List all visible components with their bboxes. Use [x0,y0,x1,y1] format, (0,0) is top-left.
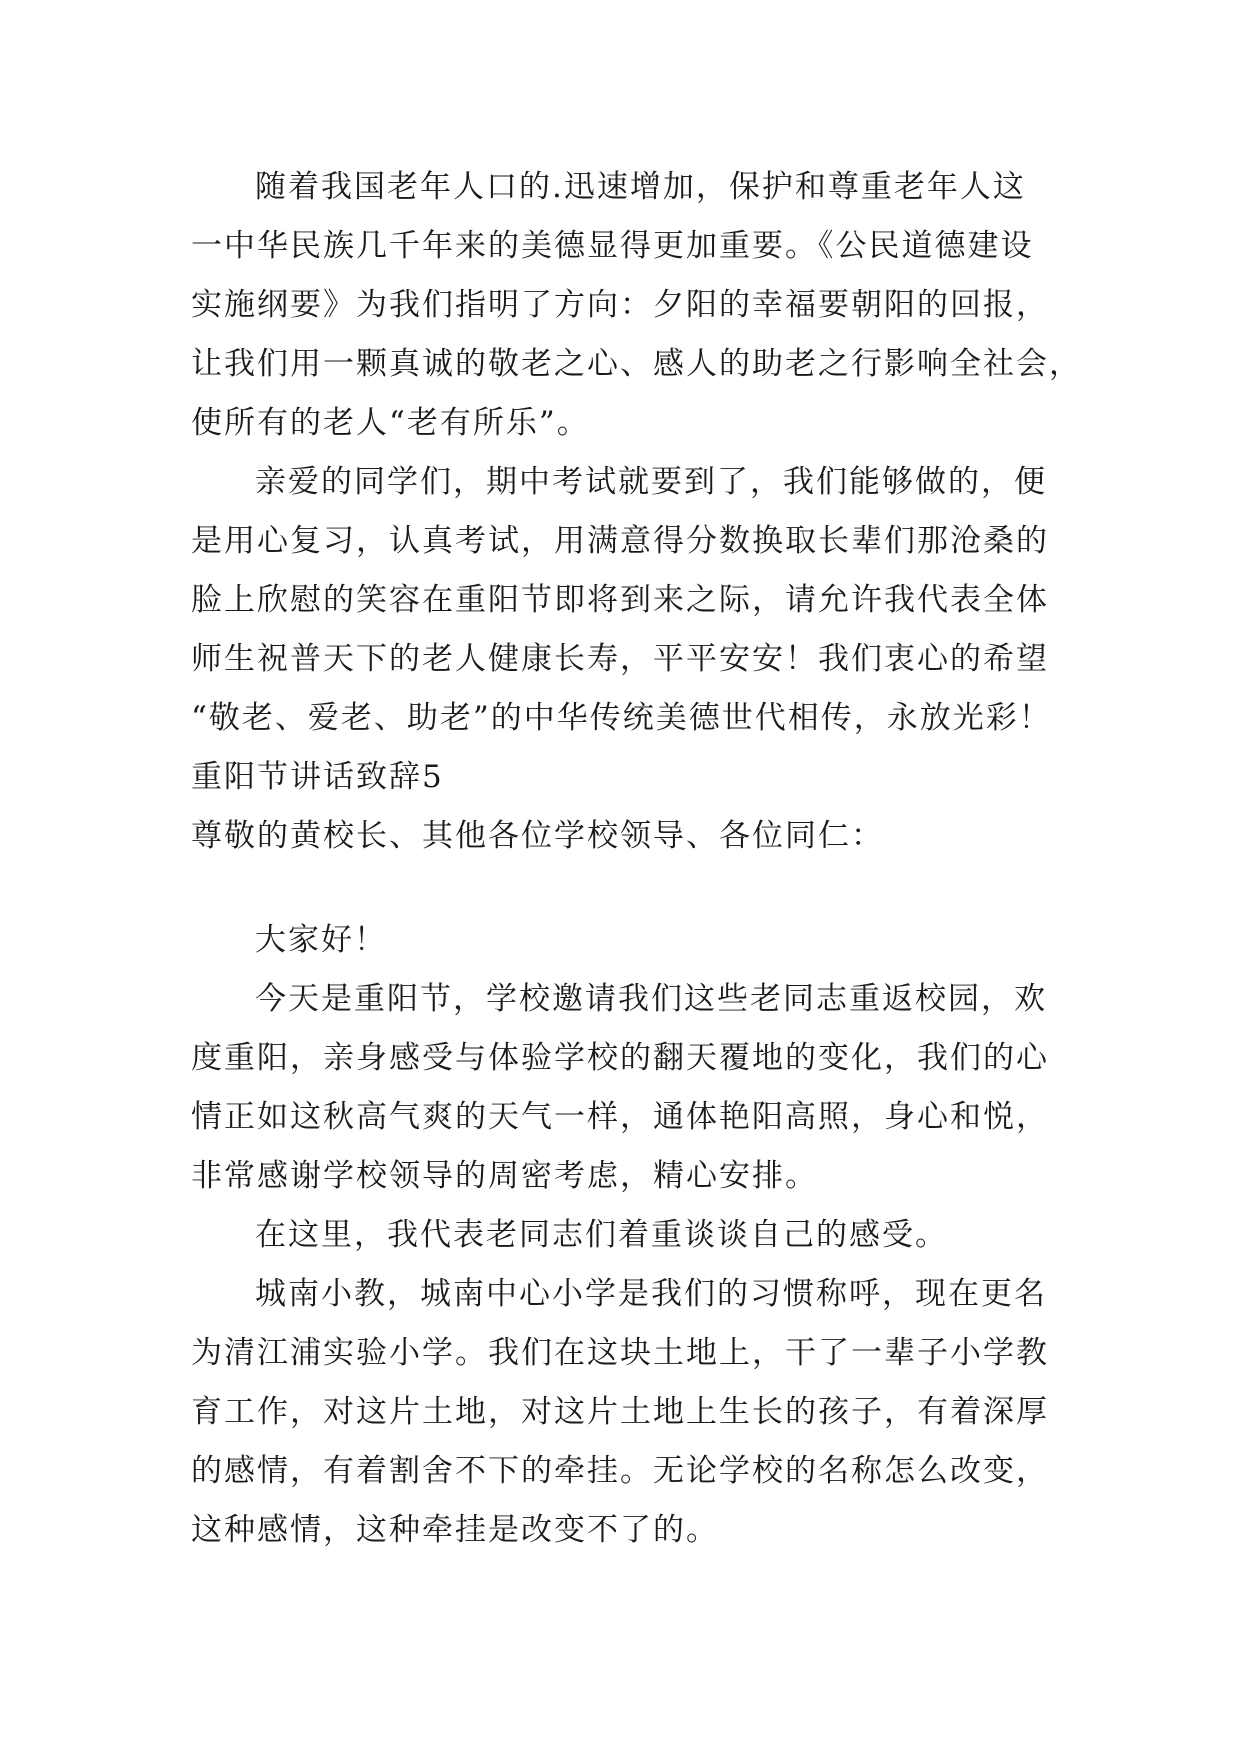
salutation-line: 尊敬的黄校长、其他各位学校领导、各位同仁： [191,818,884,854]
paragraph-line: 在这里，我代表老同志们着重谈谈自己的感受。 [255,1217,948,1253]
paragraph-line: 使所有的老人“老有所乐”。 [191,405,590,441]
paragraph-line: 今天是重阳节，学校邀请我们这些老同志重返校园，欢 [255,981,1047,1017]
paragraph-line: 师生祝普天下的老人健康长寿，平平安安！我们衷心的希望 [191,641,1049,677]
paragraph-line: 情正如这秋高气爽的天气一样，通体艳阳高照，身心和悦， [191,1099,1049,1135]
paragraph-line: 一中华民族几千年来的美德显得更加重要。《公民道德建设 [191,228,1034,264]
paragraph-line: 是用心复习，认真考试，用满意得分数换取长辈们那沧桑的 [191,523,1049,559]
text-section-1 [191,158,1082,866]
paragraph-line: 这种感情，这种牵挂是改变不了的。 [191,1512,719,1548]
paragraph-line: “敬老、爱老、助老”的中华传统美德世代相传，永放光彩！ [191,700,1052,736]
text-section-2 [191,911,1051,1560]
paragraph-line: 为清江浦实验小学。我们在这块土地上，干了一辈子小学教 [191,1335,1049,1371]
paragraph-line: 实施纲要》为我们指明了方向：夕阳的幸福要朝阳的回报， [191,287,1049,323]
paragraph-line: 育工作，对这片土地，对这片土地上生长的孩子，有着深厚 [191,1394,1049,1430]
paragraph-line: 随着我国老年人口的.迅速增加，保护和尊重老年人这 [255,169,1026,205]
paragraph-line: 亲爱的同学们，期中考试就要到了，我们能够做的，便 [255,464,1047,500]
paragraph-line: 非常感谢学校领导的周密考虑，精心安排。 [191,1158,818,1194]
greeting-line: 大家好！ [255,922,387,958]
paragraph-line: 城南小教，城南中心小学是我们的习惯称呼，现在更名 [255,1276,1047,1312]
paragraph-line: 脸上欣慰的笑容在重阳节即将到来之际，请允许我代表全体 [191,582,1049,618]
paragraph-line: 让我们用一颗真诚的敬老之心、感人的助老之行影响全社会， [191,346,1082,382]
paragraph-line: 的感情，有着割舍不下的牵挂。无论学校的名称怎么改变， [191,1453,1049,1489]
paragraph-line: 度重阳，亲身感受与体验学校的翻天覆地的变化，我们的心 [191,1040,1049,1076]
section-heading: 重阳节讲话致辞5 [191,759,444,795]
